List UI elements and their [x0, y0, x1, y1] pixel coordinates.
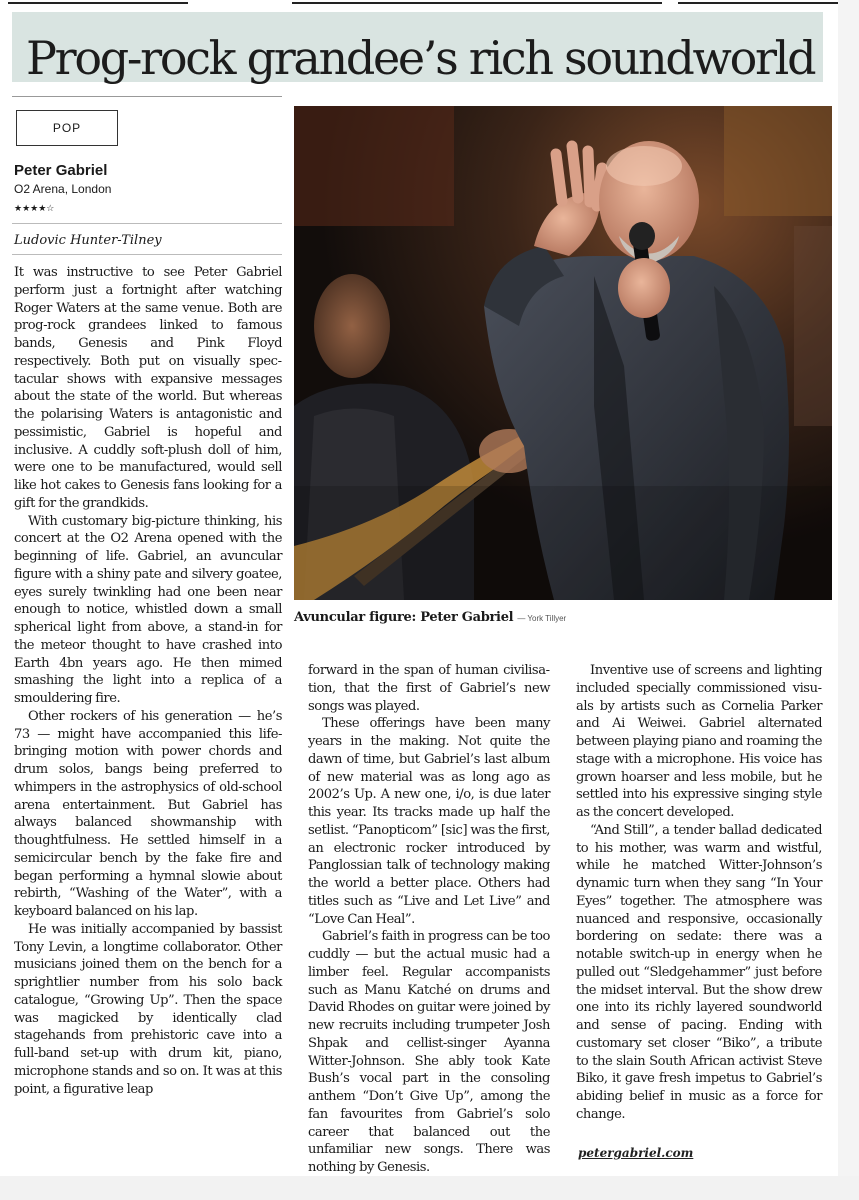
paragraph: These offerings have been many years in the making. Not quite the dawn of time, but Gabriel’s last album of new material was as long ago as 2002’s Up. A new one, i/o, is due later this year. Its tracks made up half the setlist. “Panopticom” [sic] was the first, an electronic rocker introduced by Panglossian talk of technology making the world a better place. Others had titles such as “Live and Let Live” and “Love Can Heal”.	[308, 716, 550, 927]
paragraph: Other rockers of his generation — he’s 73 — might have accompanied this life-bringing motion with power chords and drum solos, bangs being preferred to whimpers in the astrophysics of old-school arena entertainment. But Gabriel has always balanced showmanship with thoughtfulness. He settled himself in a semicircular bench by the fake fire and began performing a hymnal slowie about rebirth, “Washing of the Water”, with a keyboard balanced on his lap.	[14, 708, 282, 919]
headline-banner	[12, 12, 823, 85]
photo-credit: — York Tillyer	[517, 614, 567, 623]
byline: Ludovic Hunter-Tilney	[14, 233, 162, 248]
website-link[interactable]: petergabriel.com	[578, 1146, 694, 1160]
paragraph: It was instructive to see Peter Gabriel perform just a fortnight after watching Roger Waters at the same venue. Both are prog-rock grandees linked to famous bands, Genesis and Pink Floyd respectively. Both put on visually spectacular shows with expansive messages about the state of the world. But whereas the polarising Waters is antagonistic and pessimistic, Gabriel is hopeful and inclusive. A cuddly soft-plush doll of him, were one to be manufactured, would sell like hot cakes to Genesis fans looking for a gift for the grandkids.	[14, 265, 282, 511]
show-title: Peter Gabriel	[14, 162, 108, 179]
page-edge	[0, 1176, 859, 1200]
photo-caption	[294, 606, 566, 625]
paragraph: Inventive use of screens and lighting included specially commissioned visuals by artists such as Cornelia Parker and Ai Weiwei. Gabriel alternated between playing piano and roaming the stage with a microphone. His voice has grown hoarser and less mobile, but he settled into his expressive singing style as the concert developed.	[576, 663, 822, 820]
divider	[12, 96, 282, 97]
paragraph: “And Still”, a tender ballad dedicated to his mother, was warm and wistful, while he matched Witter-Johnson’s dynamic turn when they sang “In Your Eyes” together. The atmosphere was nuanced and responsive, occasionally bordering on sedate: there was a notable switch-up in energy when he pulled out “Sledgehammer” just before the midset interval. But the show drew one into its richly layered soundworld and sense of pacing. Ending with customary set closer “Biko”, a tribute to the slain South African activist Steve Biko, it gave fresh impetus to Gabriel’s abiding belief in music as a force for change.	[576, 822, 822, 1122]
caption-text: Avuncular figure: Peter Gabriel	[294, 610, 514, 625]
star-rating: ★★★★☆	[14, 204, 55, 214]
top-rule	[0, 0, 859, 12]
paragraph: forward in the span of human civilisation, that the first of Gabriel’s new songs was played.	[308, 663, 550, 714]
paragraph: Gabriel’s faith in progress can be too cuddly — but the actual music had a limber feel. Regular accompanists such as Manu Katché on drums and David Rhodes on guitar were joined by new recruits including trumpeter Josh Shpak and cellist-singer Ayanna Witter-Johnson. She ably took Kate Bush’s vocal part in the consoling anthem “Don’t Give Up”, among the fan favourites from Gabriel’s solo career that balanced out the unfamiliar new songs. There was nothing by Genesis.	[308, 929, 550, 1175]
section-tag: POP	[16, 110, 118, 146]
article-column-3	[576, 662, 822, 1124]
page-edge	[838, 0, 859, 1200]
concert-photo	[294, 106, 832, 600]
paragraph: He was initially accompanied by bassist Tony Levin, a longtime collaborator. Other musicians joined them on the bench for a sprightlier number from his solo back catalogue, “Growing Up”. Then the space was magicked by identically clad stagehands from prehistoric cave into a full-band set-up with drum kit, piano, microphone stands and so on. It was at this point, a figurative leap	[14, 921, 282, 1097]
headline: Prog-rock grandee’s rich soundworld	[26, 31, 815, 85]
divider	[12, 223, 282, 224]
article-column-2	[308, 662, 550, 1177]
divider	[12, 254, 282, 255]
show-venue: O2 Arena, London	[14, 182, 112, 196]
paragraph: With customary big-picture thinking, his concert at the O2 Arena opened with the beginning of life. Gabriel, an avuncular figure with a shiny pate and silvery goatee, eyes surely twinkling had one been near enough to notice, whistled down a small spherical light from above, a stand-in for the meteor thought to have crashed into Earth 4bn years ago. He then mimed smashing the light into a replica of a smouldering fire.	[14, 513, 282, 706]
article-column-1	[14, 264, 282, 1098]
